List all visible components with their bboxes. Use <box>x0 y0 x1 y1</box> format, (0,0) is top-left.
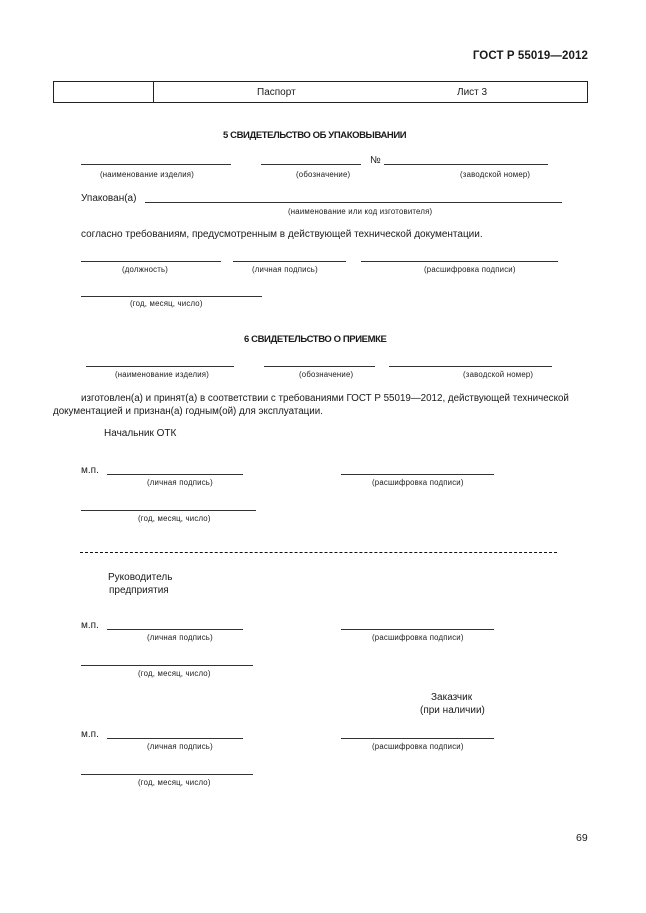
acceptance-line1: изготовлен(а) и принят(а) в соответствии с требованиями ГОСТ Р 55019—2012, действующей технической <box>81 393 569 404</box>
product-name-line[interactable] <box>86 366 234 367</box>
signature-line[interactable] <box>107 738 243 739</box>
signature-line[interactable] <box>107 629 243 630</box>
signature-line[interactable] <box>107 474 243 475</box>
decoding-line[interactable] <box>341 474 494 475</box>
caption-decoding: (расшифровка подписи) <box>372 633 464 642</box>
customer-optional-label: (при наличии) <box>420 705 485 716</box>
page-number: 69 <box>576 832 588 844</box>
decoding-line[interactable] <box>341 738 494 739</box>
caption-date: (год, месяц, число) <box>138 778 211 787</box>
date-line[interactable] <box>81 774 253 775</box>
caption-designation: (обозначение) <box>299 370 354 379</box>
standard-header: ГОСТ Р 55019—2012 <box>472 50 588 62</box>
stamp-label: м.п. <box>81 620 99 631</box>
caption-signature: (личная подпись) <box>147 478 213 487</box>
signature-line[interactable] <box>233 261 346 262</box>
caption-date: (год, месяц, число) <box>138 669 211 678</box>
caption-decoding: (расшифровка подписи) <box>372 742 464 751</box>
date-line[interactable] <box>81 296 262 297</box>
caption-designation: (обозначение) <box>296 170 351 179</box>
table-cell-passport: Паспорт <box>257 87 296 98</box>
customer-label: Заказчик <box>431 692 473 703</box>
otk-head-label: Начальник ОТК <box>104 428 177 439</box>
enterprise-head-label-1: Руководитель <box>108 572 173 583</box>
caption-product-name: (наименование изделия) <box>100 170 194 179</box>
caption-product-name: (наименование изделия) <box>115 370 209 379</box>
cut-line <box>80 552 557 553</box>
according-text: согласно требованиям, предусмотренным в действующей технической документации. <box>81 229 483 240</box>
serial-number-line[interactable] <box>384 164 548 165</box>
manufacturer-line[interactable] <box>145 202 562 203</box>
caption-manufacturer: (наименование или код изготовителя) <box>288 207 433 216</box>
acceptance-line2: документацией и признан(а) годным(ой) для эксплуатации. <box>53 406 323 417</box>
caption-position: (должность) <box>122 265 169 274</box>
decoding-line[interactable] <box>361 261 558 262</box>
enterprise-head-label-2: предприятия <box>109 585 169 596</box>
caption-decoding: (расшифровка подписи) <box>424 265 516 274</box>
decoding-line[interactable] <box>341 629 494 630</box>
caption-serial: (заводской номер) <box>460 170 531 179</box>
packed-label: Упакован(а) <box>81 193 137 204</box>
caption-serial: (заводской номер) <box>463 370 534 379</box>
caption-decoding: (расшифровка подписи) <box>372 478 464 487</box>
caption-date: (год, месяц, число) <box>130 299 203 308</box>
designation-line[interactable] <box>264 366 375 367</box>
caption-signature: (личная подпись) <box>147 633 213 642</box>
caption-signature: (личная подпись) <box>252 265 318 274</box>
position-line[interactable] <box>81 261 221 262</box>
section6-title: 6 СВИДЕТЕЛЬСТВО О ПРИЕМКЕ <box>244 334 387 345</box>
serial-number-line[interactable] <box>389 366 552 367</box>
date-line[interactable] <box>81 665 253 666</box>
stamp-label: м.п. <box>81 465 99 476</box>
date-line[interactable] <box>81 510 256 511</box>
caption-date: (год, месяц, число) <box>138 514 211 523</box>
section5-title: 5 СВИДЕТЕЛЬСТВО ОБ УПАКОВЫВАНИИ <box>223 130 407 141</box>
number-sign: № <box>370 155 381 166</box>
caption-signature: (личная подпись) <box>147 742 213 751</box>
table-divider <box>153 82 154 102</box>
designation-line[interactable] <box>261 164 361 165</box>
passport-table <box>53 81 588 103</box>
product-name-line[interactable] <box>81 164 231 165</box>
table-cell-sheet: Лист 3 <box>457 87 488 98</box>
stamp-label: м.п. <box>81 729 99 740</box>
